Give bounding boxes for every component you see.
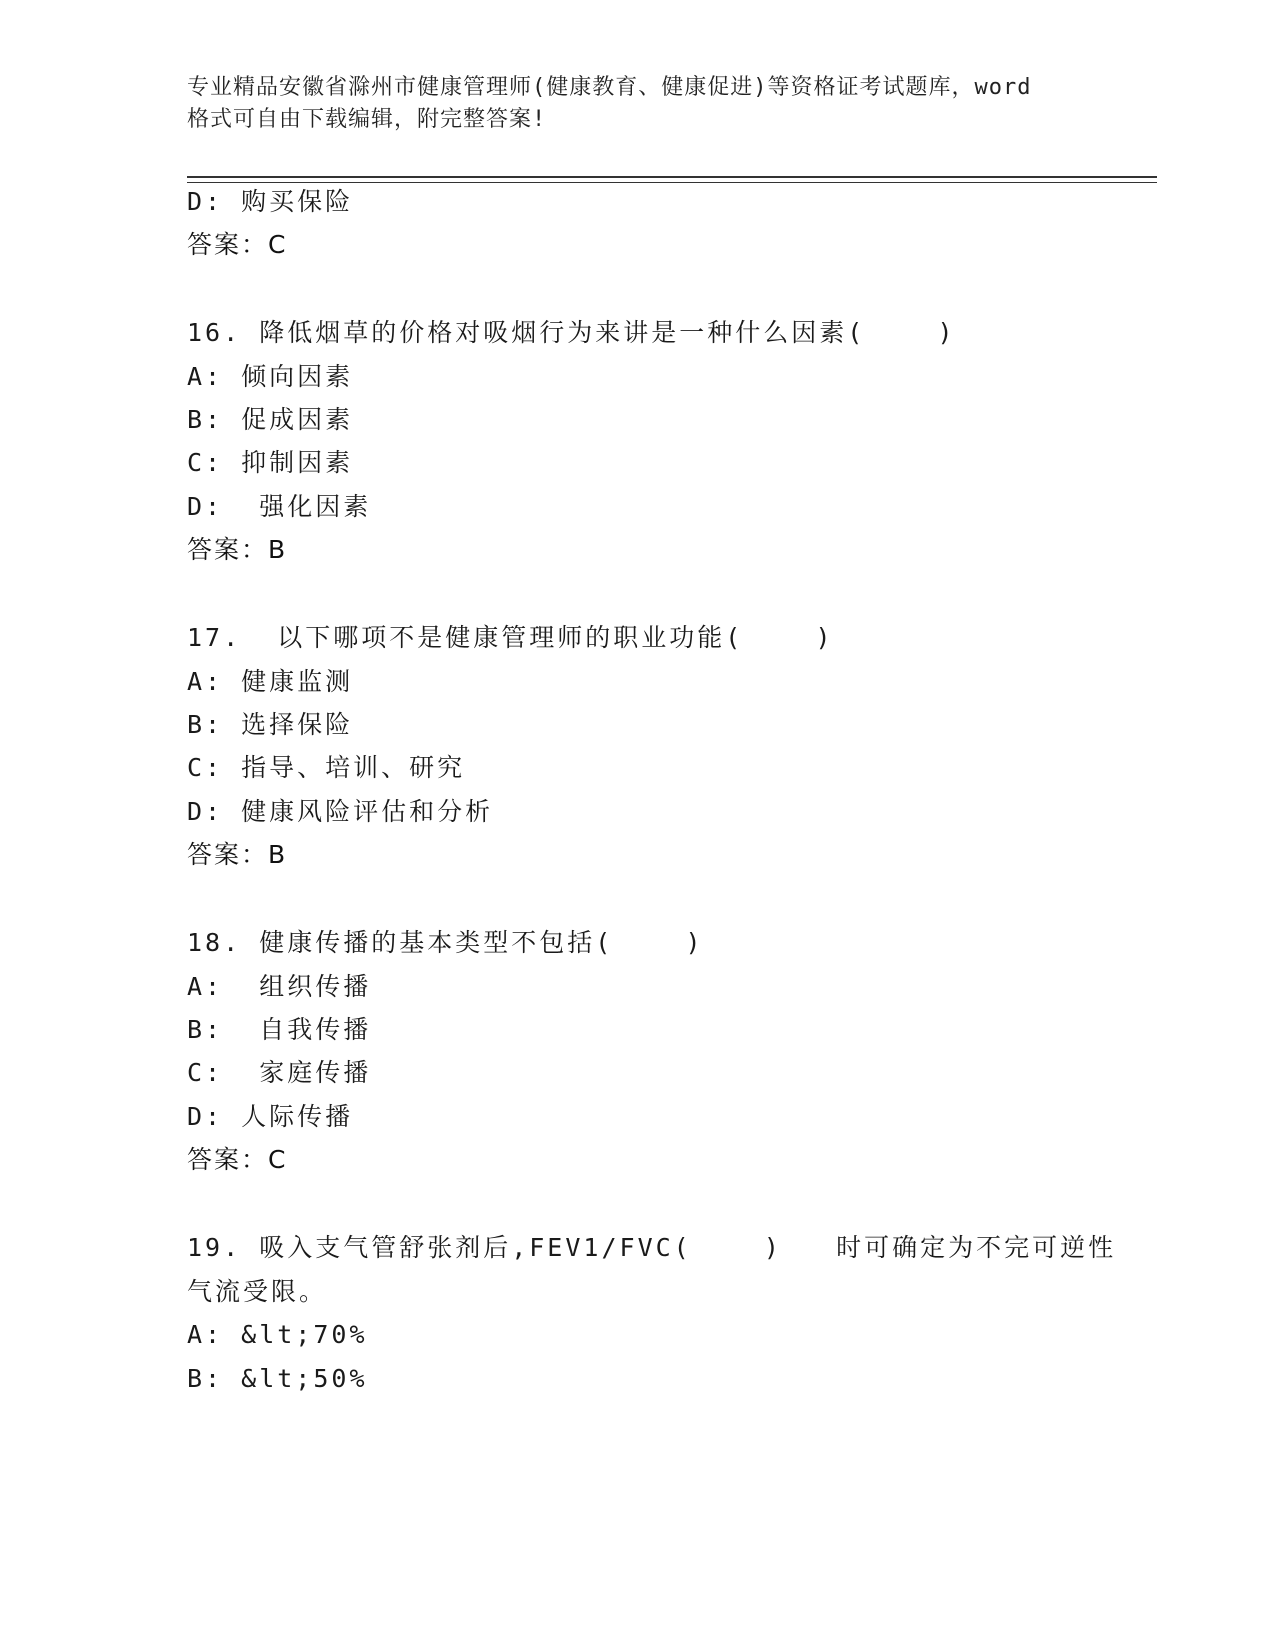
q18-option-c: C: 家庭传播 xyxy=(187,1058,372,1087)
q19-stem-line-1: 19. 吸入支气管舒张剂后,FEV1/FVC( ) 时可确定为不完可逆性 xyxy=(187,1233,1117,1262)
q17-answer: 答案：B xyxy=(187,840,288,869)
header-divider xyxy=(187,176,1157,183)
q17-option-d: D: 健康风险评估和分析 xyxy=(187,797,494,826)
q16-answer: 答案：B xyxy=(187,535,288,564)
header-line-1: 专业精品安徽省滁州市健康管理师(健康教育、健康促进)等资格证考试题库，word xyxy=(187,75,1032,100)
q17-option-c: C: 指导、培训、研究 xyxy=(187,753,466,782)
q15-option-d: D: 购买保险 xyxy=(187,187,354,216)
q16-option-a: A: 倾向因素 xyxy=(187,362,354,391)
q15-answer: 答案：C xyxy=(187,230,288,259)
q17-option-b: B: 选择保险 xyxy=(187,710,354,739)
q16-option-c: C: 抑制因素 xyxy=(187,448,354,477)
page-header xyxy=(187,72,1107,136)
q18-answer: 答案：C xyxy=(187,1145,288,1174)
q19-option-a: A: &lt;70% xyxy=(187,1320,368,1349)
q19-stem-line-2: 气流受限。 xyxy=(187,1277,328,1306)
q19-option-b: B: &lt;50% xyxy=(187,1364,368,1393)
q17-option-a: A: 健康监测 xyxy=(187,667,354,696)
q18-option-d: D: 人际传播 xyxy=(187,1102,354,1131)
q16-option-d: D: 强化因素 xyxy=(187,492,372,521)
q18-stem: 18. 健康传播的基本类型不包括( ) xyxy=(187,928,704,957)
q16-stem: 16. 降低烟草的价格对吸烟行为来讲是一种什么因素( ) xyxy=(187,318,956,347)
q18-option-a: A: 组织传播 xyxy=(187,972,372,1001)
header-line-2: 格式可自由下载编辑，附完整答案! xyxy=(187,107,547,132)
q16-option-b: B: 促成因素 xyxy=(187,405,354,434)
q18-option-b: B: 自我传播 xyxy=(187,1015,372,1044)
q17-stem: 17. 以下哪项不是健康管理师的职业功能( ) xyxy=(187,623,834,652)
